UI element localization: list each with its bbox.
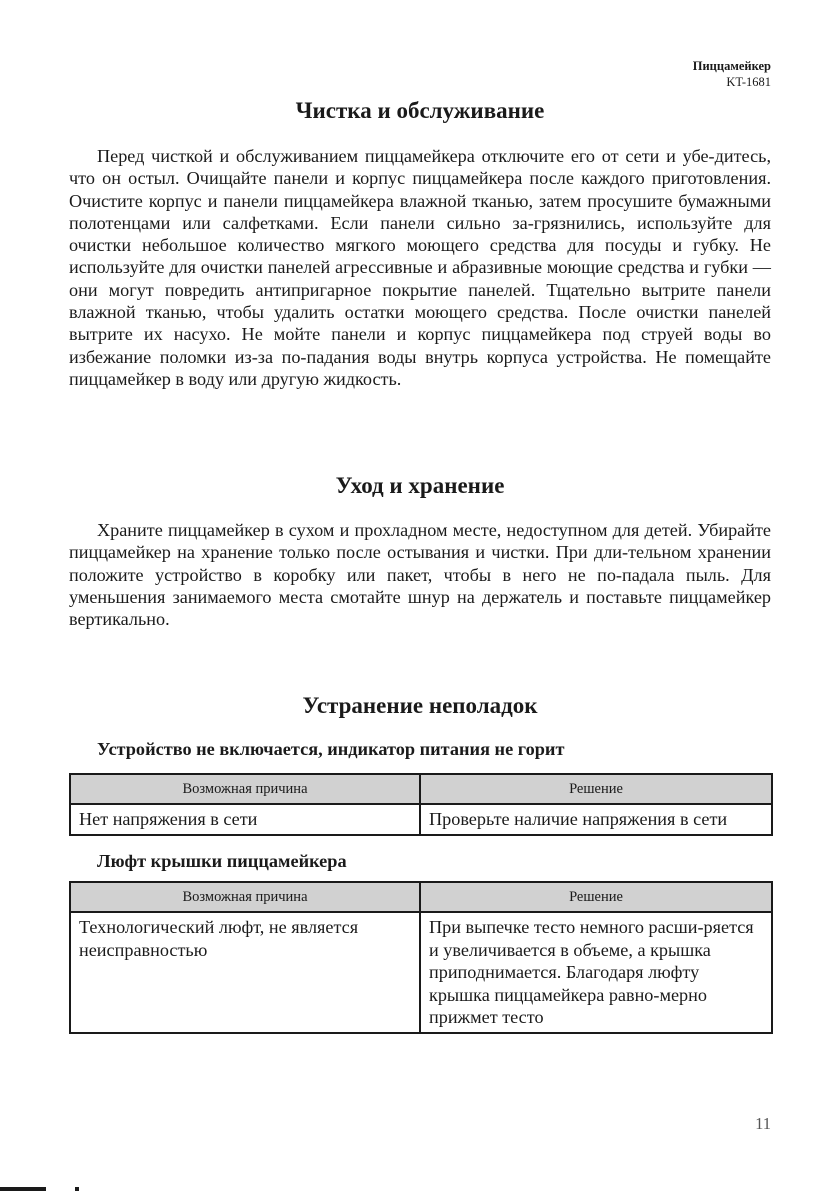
problem-heading: Люфт крышки пиццамейкера (97, 851, 347, 871)
table-row (70, 912, 772, 1033)
cause-cell: Технологический люфт, не является неисправностью (70, 912, 420, 1033)
solution-column-header: Решение (420, 882, 772, 912)
storage-paragraph: Храните пиццамейкер в сухом и прохладном месте, недоступном для детей. Убирайте пиццамейкер на хранение только после остывания и чистки. При дли-тельном хранении положите устройство в коробку или пакет, чтобы в него не по-падала пыль. Для уменьшения занимаемого места смотайте шнур на держатель и поставьте пиццамейкер вертикально. (69, 520, 771, 630)
running-header (693, 58, 771, 90)
table-header-row (70, 774, 772, 804)
problem-heading: Устройство не включается, индикатор питания не горит (97, 739, 565, 759)
troubleshooting-table (69, 773, 773, 836)
solution-cell: При выпечке тесто немного расши-ряется и увеличивается в объеме, а крышка приподнимается. Благодаря люфту крышка пиццамейкера равно-мерно прижмет тесто (420, 912, 772, 1033)
troubleshooting-table (69, 881, 773, 1034)
solution-column-header: Решение (420, 774, 772, 804)
crop-mark (75, 1187, 79, 1191)
header-product-name: Пиццамейкер (692, 59, 771, 73)
page-number: 11 (755, 1114, 771, 1133)
storage-section-title: Уход и хранение (335, 473, 505, 498)
crop-mark (0, 1187, 46, 1191)
cause-column-header: Возможная причина (70, 882, 420, 912)
troubleshooting-section-title: Устранение неполадок (302, 693, 538, 718)
cause-column-header: Возможная причина (70, 774, 420, 804)
header-model-number: KT-1681 (726, 75, 771, 89)
cleaning-section-title: Чистка и обслуживание (295, 98, 545, 123)
solution-cell: Проверьте наличие напряжения в сети (420, 804, 772, 835)
cause-cell: Нет напряжения в сети (70, 804, 420, 835)
table-row (70, 804, 772, 835)
table-header-row (70, 882, 772, 912)
cleaning-paragraph: Перед чисткой и обслуживанием пиццамейкера отключите его от сети и убе-дитесь, что он остыл. Очищайте панели и корпус пиццамейкера после каждого приготовления. Очистите корпус и панели пиццамейкера влажной тканью, затем просушите бумажными полотенцами или салфетками. Если панели сильно за-грязнились, используйте для очистки небольшое количество мягкого моющего средства для посуды и губку. Не используйте для очистки панелей агрессивные и абразивные моющие средства и губки — они могут повредить антипригарное покрытие панелей. Тщательно вытрите панели влажной тканью, чтобы удалить остатки моющего средства. После очистки панелей вытрите их насухо. Не мойте панели и корпус пиццамейкера под струей воды во избежание поломки из-за по-падания воды внутрь корпуса устройства. Не помещайте пиццамейкер в воду или другую жидкость. (69, 146, 771, 389)
